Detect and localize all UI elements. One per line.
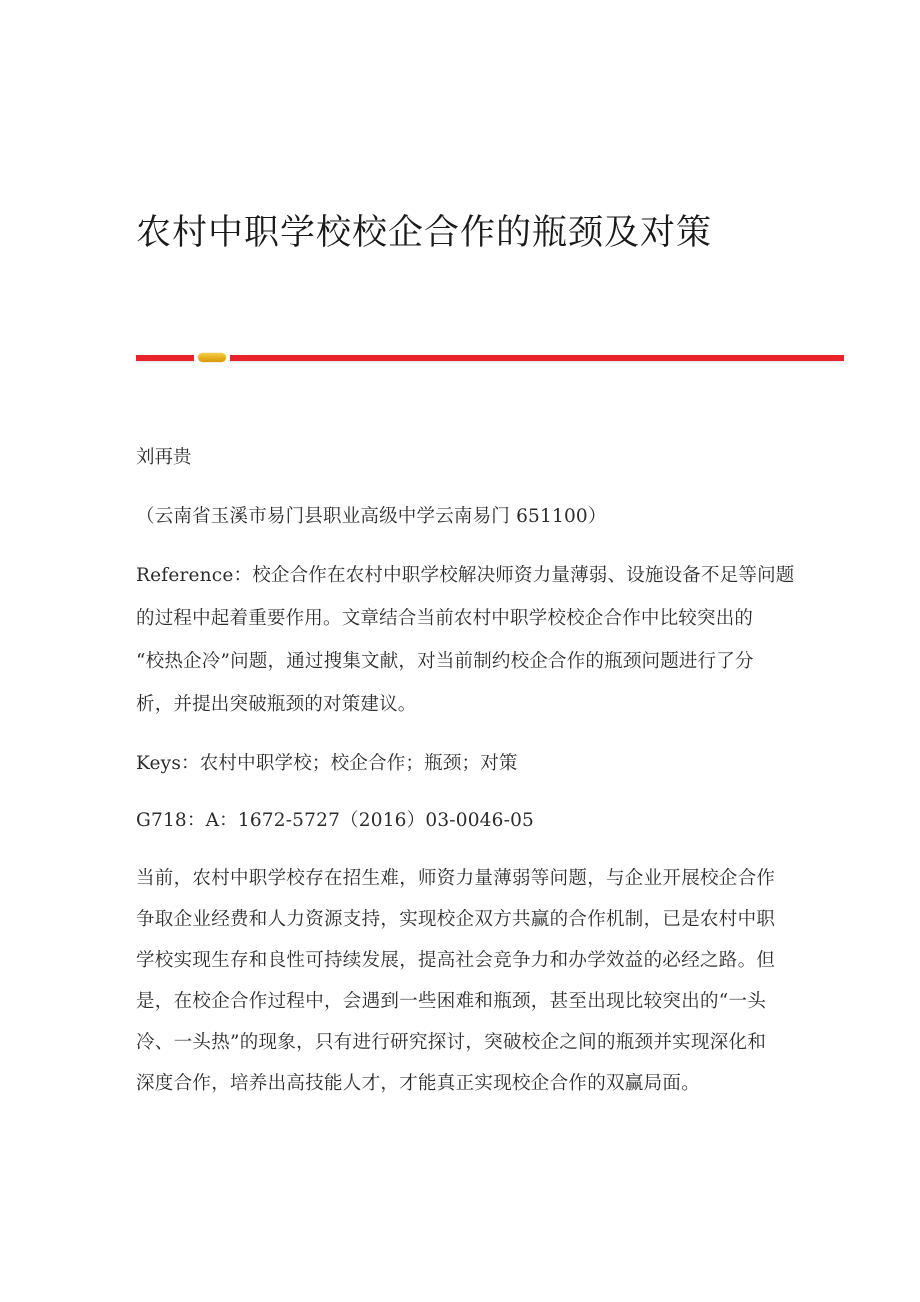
- article-metadata: [136, 436, 846, 842]
- body-line: 争取企业经费和人力资源支持，实现校企双方共赢的合作机制，已是农村中职: [136, 908, 776, 930]
- abstract-line: Reference：校企合作在农村中职学校解决师资力量薄弱、设施设备不足等问题: [136, 564, 795, 586]
- body-line: 冷、一头热”的现象，只有进行研究探讨，突破校企之间的瓶颈并实现深化和: [136, 1031, 767, 1053]
- document-content-column: [136, 0, 846, 1104]
- body-line: 当前，农村中职学校存在招生难，师资力量薄弱等问题，与企业开展校企合作: [136, 867, 776, 889]
- gem-shape: [198, 353, 226, 362]
- keywords-line: Keys：农村中职学校；校企合作；瓶颈；对策: [136, 752, 518, 774]
- classification-line: G718：A：1672-5727（2016）03-0046-05: [136, 809, 535, 831]
- abstract-line: 的过程中起着重要作用。文章结合当前农村中职学校校企合作中比较突出的: [136, 607, 754, 629]
- decorative-divider: [136, 348, 844, 366]
- affiliation-line: （云南省玉溪市易门县职业高级中学云南易门 651100）: [136, 505, 607, 527]
- author-affiliation: [136, 495, 846, 538]
- body-line: 学校实现生存和良性可持续发展，提高社会竞争力和办学效益的必经之路。但: [136, 949, 776, 971]
- body-line: 是，在校企合作过程中，会遇到一些困难和瓶颈，甚至出现比较突出的“一头: [136, 990, 767, 1012]
- abstract-block: [136, 554, 846, 726]
- page-title: 农村中职学校校企合作的瓶颈及对策: [136, 213, 713, 253]
- divider-shadow: [136, 361, 844, 364]
- author-name: 刘再贵: [136, 446, 192, 468]
- body-paragraph: [136, 858, 846, 1104]
- classification-block: [136, 799, 846, 842]
- keywords-block: [136, 742, 846, 785]
- body-line: 深度合作，培养出高技能人才，才能真正实现校企合作的双赢局面。: [136, 1072, 701, 1094]
- abstract-line: “校热企冷”问题，通过搜集文献，对当前制约校企合作的瓶颈问题进行了分: [136, 650, 754, 672]
- gold-gem-ornament-icon: [194, 351, 230, 364]
- abstract-line: 析，并提出突破瓶颈的对策建议。: [136, 693, 417, 715]
